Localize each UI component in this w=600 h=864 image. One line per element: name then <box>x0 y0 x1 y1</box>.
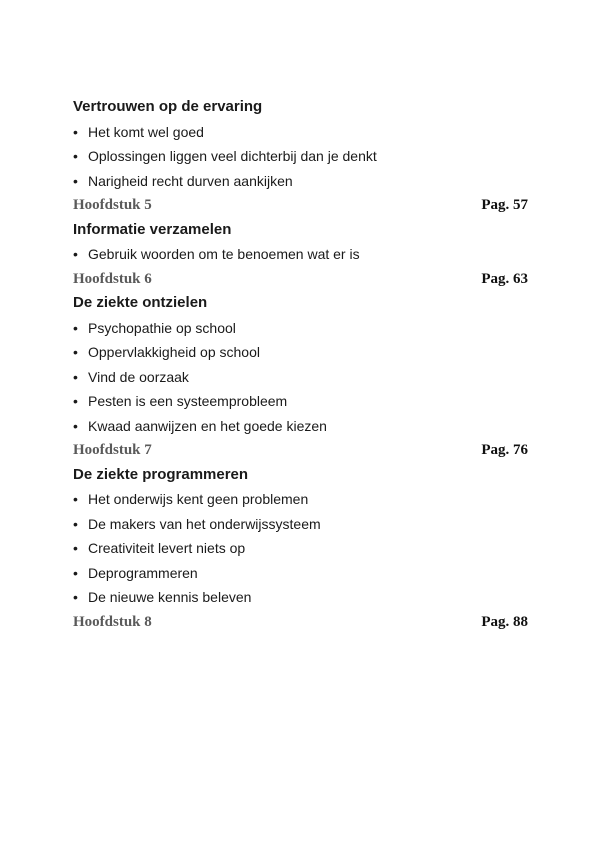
chapter-row <box>73 438 528 463</box>
list-item-text: Gebruik woorden om te benoemen wat er is <box>88 246 360 262</box>
list-item-text: Pesten is een systeemprobleem <box>88 393 288 409</box>
bullet-icon: • <box>73 417 78 434</box>
section-title: Informatie verzamelen <box>73 220 232 238</box>
page-number: Pag. 57 <box>481 197 528 213</box>
section-title: De ziekte programmeren <box>73 465 249 483</box>
list-item <box>73 120 528 145</box>
list-item <box>73 414 528 439</box>
page-number: Pag. 76 <box>481 442 528 458</box>
bullet-icon: • <box>73 368 78 385</box>
list-item <box>73 169 528 194</box>
bullet-icon: • <box>73 564 78 581</box>
list-item-text: Het onderwijs kent geen problemen <box>88 491 309 507</box>
list-item-text: Vind de oorzaak <box>88 368 189 385</box>
chapter-label: Hoofdstuk 7 <box>73 442 152 458</box>
list-item-text: Oppervlakkigheid op school <box>88 344 260 360</box>
bullet-icon: • <box>73 515 78 532</box>
section-title: De ziekte ontzielen <box>73 294 208 311</box>
list-item <box>73 585 528 610</box>
list-item-text: Creativiteit levert niets op <box>88 540 246 556</box>
chapter-row <box>73 193 528 218</box>
list-item <box>73 512 528 537</box>
chapter-label: Hoofdstuk 5 <box>73 197 152 213</box>
list-item <box>73 242 528 267</box>
list-item <box>73 340 528 365</box>
list-item-text: Psychopathie op school <box>88 319 236 336</box>
list-item-text: Deprogrammeren <box>88 564 198 581</box>
table-of-contents <box>73 95 528 634</box>
chapter-row <box>73 267 528 292</box>
list-item-text: De makers van het onderwijssysteem <box>88 515 321 532</box>
bullet-icon: • <box>73 148 78 164</box>
bullet-icon: • <box>73 491 78 507</box>
list-item-text: Narigheid recht durven aankijken <box>88 172 293 189</box>
list-item-text: Het komt wel goed <box>88 123 204 140</box>
bullet-icon: • <box>73 344 78 360</box>
list-item-text: Kwaad aanwijzen en het goede kiezen <box>88 417 327 434</box>
list-item <box>73 487 528 512</box>
list-item-text: Oplossingen liggen veel dichterbij dan je denkt <box>88 148 377 164</box>
page-number: Pag. 63 <box>481 270 528 287</box>
chapter-label: Hoofdstuk 6 <box>73 270 152 287</box>
bullet-icon: • <box>73 172 78 189</box>
list-item <box>73 561 528 586</box>
section-title: Vertrouwen op de ervaring <box>73 98 263 115</box>
bullet-icon: • <box>73 589 78 605</box>
list-item-text: De nieuwe kennis beleven <box>88 589 252 605</box>
list-item <box>73 144 528 169</box>
list-item <box>73 316 528 341</box>
chapter-row <box>73 610 528 635</box>
bullet-icon: • <box>73 540 78 556</box>
bullet-icon: • <box>73 123 78 140</box>
bullet-icon: • <box>73 393 78 409</box>
bullet-icon: • <box>73 319 78 336</box>
chapter-label: Hoofdstuk 8 <box>73 613 152 630</box>
page-number: Pag. 88 <box>481 613 528 630</box>
list-item <box>73 536 528 561</box>
list-item <box>73 389 528 414</box>
list-item <box>73 365 528 390</box>
bullet-icon: • <box>73 246 78 262</box>
